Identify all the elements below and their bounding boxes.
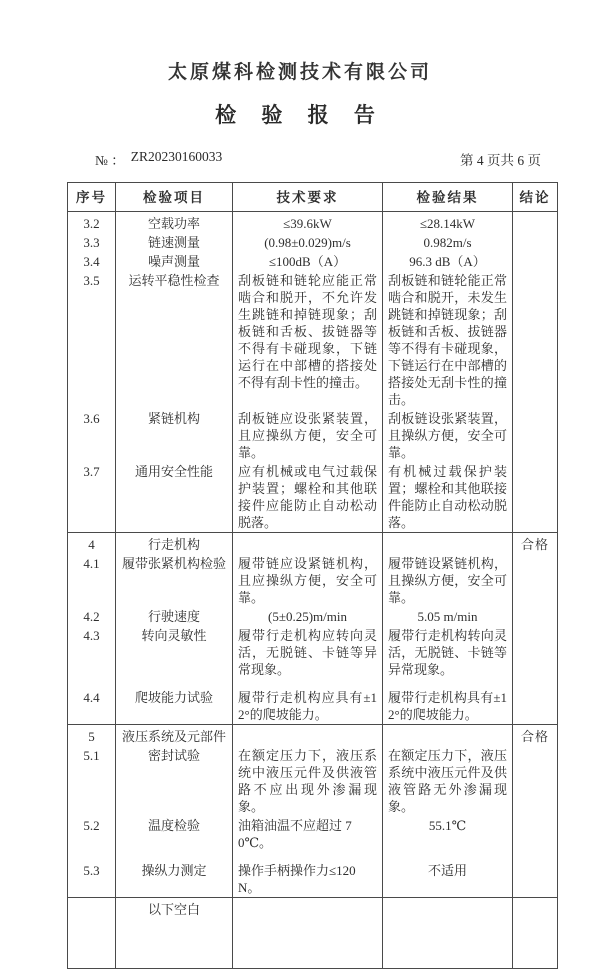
row-requirement: (0.98±0.029)m/s xyxy=(233,233,383,252)
table-row xyxy=(68,462,558,533)
row-requirement: 在额定压力下，液压系统中液压元件及供液管路不应出现外渗漏现象。 xyxy=(233,746,383,816)
table-row xyxy=(68,725,558,747)
section-5 xyxy=(68,725,558,898)
report-number-label: № ： xyxy=(95,153,125,168)
row-requirement xyxy=(233,898,383,969)
row-result xyxy=(383,898,513,969)
row-requirement xyxy=(233,533,383,555)
row-item: 行走机构 xyxy=(116,533,233,555)
row-item: 噪声测量 xyxy=(116,252,233,271)
section-blank xyxy=(68,898,558,969)
row-result: 刮板链设张紧装置，且操纵方便，安全可靠。 xyxy=(383,409,513,462)
row-no: 3.4 xyxy=(68,252,116,271)
row-item: 行驶速度 xyxy=(116,607,233,626)
row-no: 5.2 xyxy=(68,816,116,852)
col-header-requirement: 技术要求 xyxy=(233,183,383,212)
row-result: 履带链设紧链机构，且操纵方便，安全可靠。 xyxy=(383,554,513,607)
inspection-table xyxy=(67,182,558,969)
row-item: 以下空白 xyxy=(116,898,233,969)
row-no: 4.2 xyxy=(68,607,116,626)
row-requirement: 刮板链应设张紧装置，且应操纵方便，安全可靠。 xyxy=(233,409,383,462)
row-no: 3.6 xyxy=(68,409,116,462)
row-no xyxy=(68,898,116,969)
row-result: 0.982m/s xyxy=(383,233,513,252)
row-no: 5.1 xyxy=(68,746,116,816)
conclusion-cell: 合格 xyxy=(513,725,558,898)
table-row xyxy=(68,607,558,626)
row-item: 空载功率 xyxy=(116,212,233,234)
row-no: 5 xyxy=(68,725,116,747)
col-header-no: 序号 xyxy=(68,183,116,212)
row-requirement xyxy=(233,725,383,747)
row-result: 不适用 xyxy=(383,852,513,898)
conclusion-cell: 合格 xyxy=(513,533,558,725)
row-requirement: 操作手柄操作力≤120N。 xyxy=(233,852,383,898)
row-item: 通用安全性能 xyxy=(116,462,233,533)
table-row xyxy=(68,233,558,252)
row-requirement: (5±0.25)m/min xyxy=(233,607,383,626)
row-item: 链速测量 xyxy=(116,233,233,252)
row-item: 转向灵敏性 xyxy=(116,626,233,679)
row-requirement: 履带链应设紧链机构，且应操纵方便，安全可靠。 xyxy=(233,554,383,607)
row-requirement: 履带行走机构应转向灵活，无脱链、卡链等异常现象。 xyxy=(233,626,383,679)
page-indicator: 第 4 页共 6 页 xyxy=(460,153,541,168)
table-row xyxy=(68,554,558,607)
row-item: 紧链机构 xyxy=(116,409,233,462)
row-no: 5.3 xyxy=(68,852,116,898)
row-requirement: 刮板链和链轮应能正常啮合和脱开，不允许发生跳链和掉链现象；刮板链和舌板、拔链器等不得有卡碰现象，下链运行在中部槽的搭接处不得有刮卡性的撞击。 xyxy=(233,271,383,409)
row-result: ≤28.14kW xyxy=(383,212,513,234)
row-no: 4.3 xyxy=(68,626,116,679)
row-requirement: 履带行走机构应具有±12°的爬坡能力。 xyxy=(233,679,383,725)
row-item: 密封试验 xyxy=(116,746,233,816)
row-result: 履带行走机构转向灵活，无脱链、卡链等异常现象。 xyxy=(383,626,513,679)
table-row xyxy=(68,898,558,969)
row-no: 4 xyxy=(68,533,116,555)
section-4 xyxy=(68,533,558,725)
row-no: 4.4 xyxy=(68,679,116,725)
col-header-result: 检验结果 xyxy=(383,183,513,212)
conclusion-cell xyxy=(513,212,558,533)
table-row xyxy=(68,626,558,679)
row-no: 3.3 xyxy=(68,233,116,252)
table-row xyxy=(68,271,558,409)
row-no: 3.2 xyxy=(68,212,116,234)
row-result: 96.3 dB（A） xyxy=(383,252,513,271)
row-requirement: 应有机械或电气过载保护装置；螺栓和其他联接件应能防止自动松动脱落。 xyxy=(233,462,383,533)
row-no: 3.5 xyxy=(68,271,116,409)
table-row xyxy=(68,852,558,898)
col-header-conclusion: 结论 xyxy=(513,183,558,212)
report-meta xyxy=(95,149,541,169)
row-result: 刮板链和链轮能正常啮合和脱开，未发生跳链和掉链现象；刮板链和舌板、拔链器等不得有卡碰现象，下链运行在中部槽的搭接处无刮卡性的撞击。 xyxy=(383,271,513,409)
company-name: 太原煤科检测技术有限公司 xyxy=(167,62,432,83)
table-row xyxy=(68,252,558,271)
row-result xyxy=(383,725,513,747)
table-row xyxy=(68,816,558,852)
row-result: 在额定压力下，液压系统中液压元件及供液管路无外渗漏现象。 xyxy=(383,746,513,816)
row-result: 履带行走机构具有±12°的爬坡能力。 xyxy=(383,679,513,725)
table-row xyxy=(68,679,558,725)
row-requirement: ≤100dB（A） xyxy=(233,252,383,271)
row-result xyxy=(383,533,513,555)
row-item: 温度检验 xyxy=(116,816,233,852)
row-item: 运转平稳性检查 xyxy=(116,271,233,409)
row-requirement: 油箱油温不应超过 70℃。 xyxy=(233,816,383,852)
row-item: 液压系统及元部件 xyxy=(116,725,233,747)
col-header-item: 检验项目 xyxy=(116,183,233,212)
report-number-value: ZR20230160033 xyxy=(130,149,223,164)
row-requirement: ≤39.6kW xyxy=(233,212,383,234)
row-no: 3.7 xyxy=(68,462,116,533)
table-row xyxy=(68,746,558,816)
table-header-row xyxy=(68,183,558,212)
row-no: 4.1 xyxy=(68,554,116,607)
report-number xyxy=(95,149,222,169)
table-row xyxy=(68,409,558,462)
row-item: 履带张紧机构检验 xyxy=(116,554,233,607)
table-row xyxy=(68,533,558,555)
row-result: 5.05 m/min xyxy=(383,607,513,626)
row-item: 爬坡能力试验 xyxy=(116,679,233,725)
row-item: 操纵力测定 xyxy=(116,852,233,898)
row-result: 有机械过载保护装置；螺栓和其他联接件能防止自动松动脱落。 xyxy=(383,462,513,533)
conclusion-cell xyxy=(513,898,558,969)
row-result: 55.1℃ xyxy=(383,816,513,852)
report-title: 检 验 报 告 xyxy=(215,103,385,127)
table-row xyxy=(68,212,558,234)
section-3 xyxy=(68,212,558,533)
